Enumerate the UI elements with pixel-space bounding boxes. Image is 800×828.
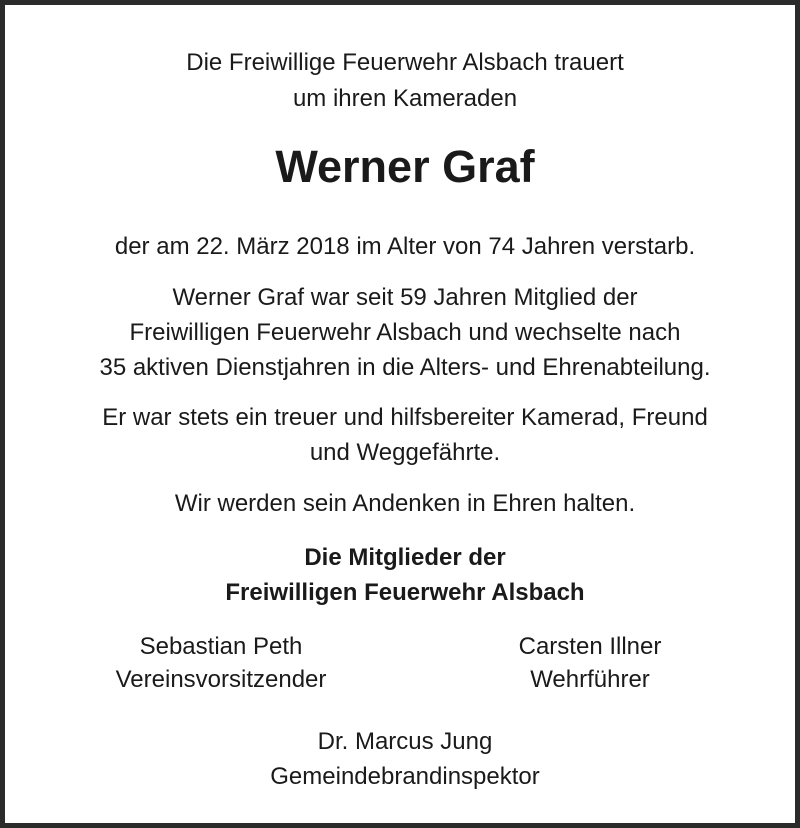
closing-line-1: Die Mitglieder der (304, 544, 506, 571)
signatory-name-2: Carsten Illner (518, 633, 662, 660)
remembrance-line: Wir werden sein Andenken in Ehren halten. (174, 490, 636, 517)
signatory-name-3: Dr. Marcus Jung (317, 728, 493, 755)
membership-line-2: Freiwilligen Feuerwehr Alsbach und wechselte nach (129, 319, 681, 346)
signatory-role-3: Gemeindebrandinspektor (270, 763, 540, 790)
death-notice: der am 22. März 2018 im Alter von 74 Jahren verstarb. (114, 233, 696, 260)
deceased-name: Werner Graf (275, 141, 535, 192)
closing-line-2: Freiwilligen Feuerwehr Alsbach (225, 579, 585, 606)
signatory-role-1: Vereinsvorsitzender (115, 666, 327, 693)
signatory-name-1: Sebastian Peth (139, 633, 303, 660)
signatory-role-2: Wehrführer (530, 666, 650, 693)
intro-line-1: Die Freiwillige Feuerwehr Alsbach trauert (186, 49, 624, 76)
character-line-2: und Weggefährte. (309, 439, 501, 466)
membership-line-3: 35 aktiven Dienstjahren in die Alters- und Ehrenabteilung. (99, 354, 711, 381)
membership-line-1: Werner Graf war seit 59 Jahren Mitglied der (172, 284, 638, 311)
intro-line-2: um ihren Kameraden (292, 85, 518, 112)
character-line-1: Er war stets ein treuer und hilfsbereiter Kamerad, Freund (102, 404, 708, 431)
